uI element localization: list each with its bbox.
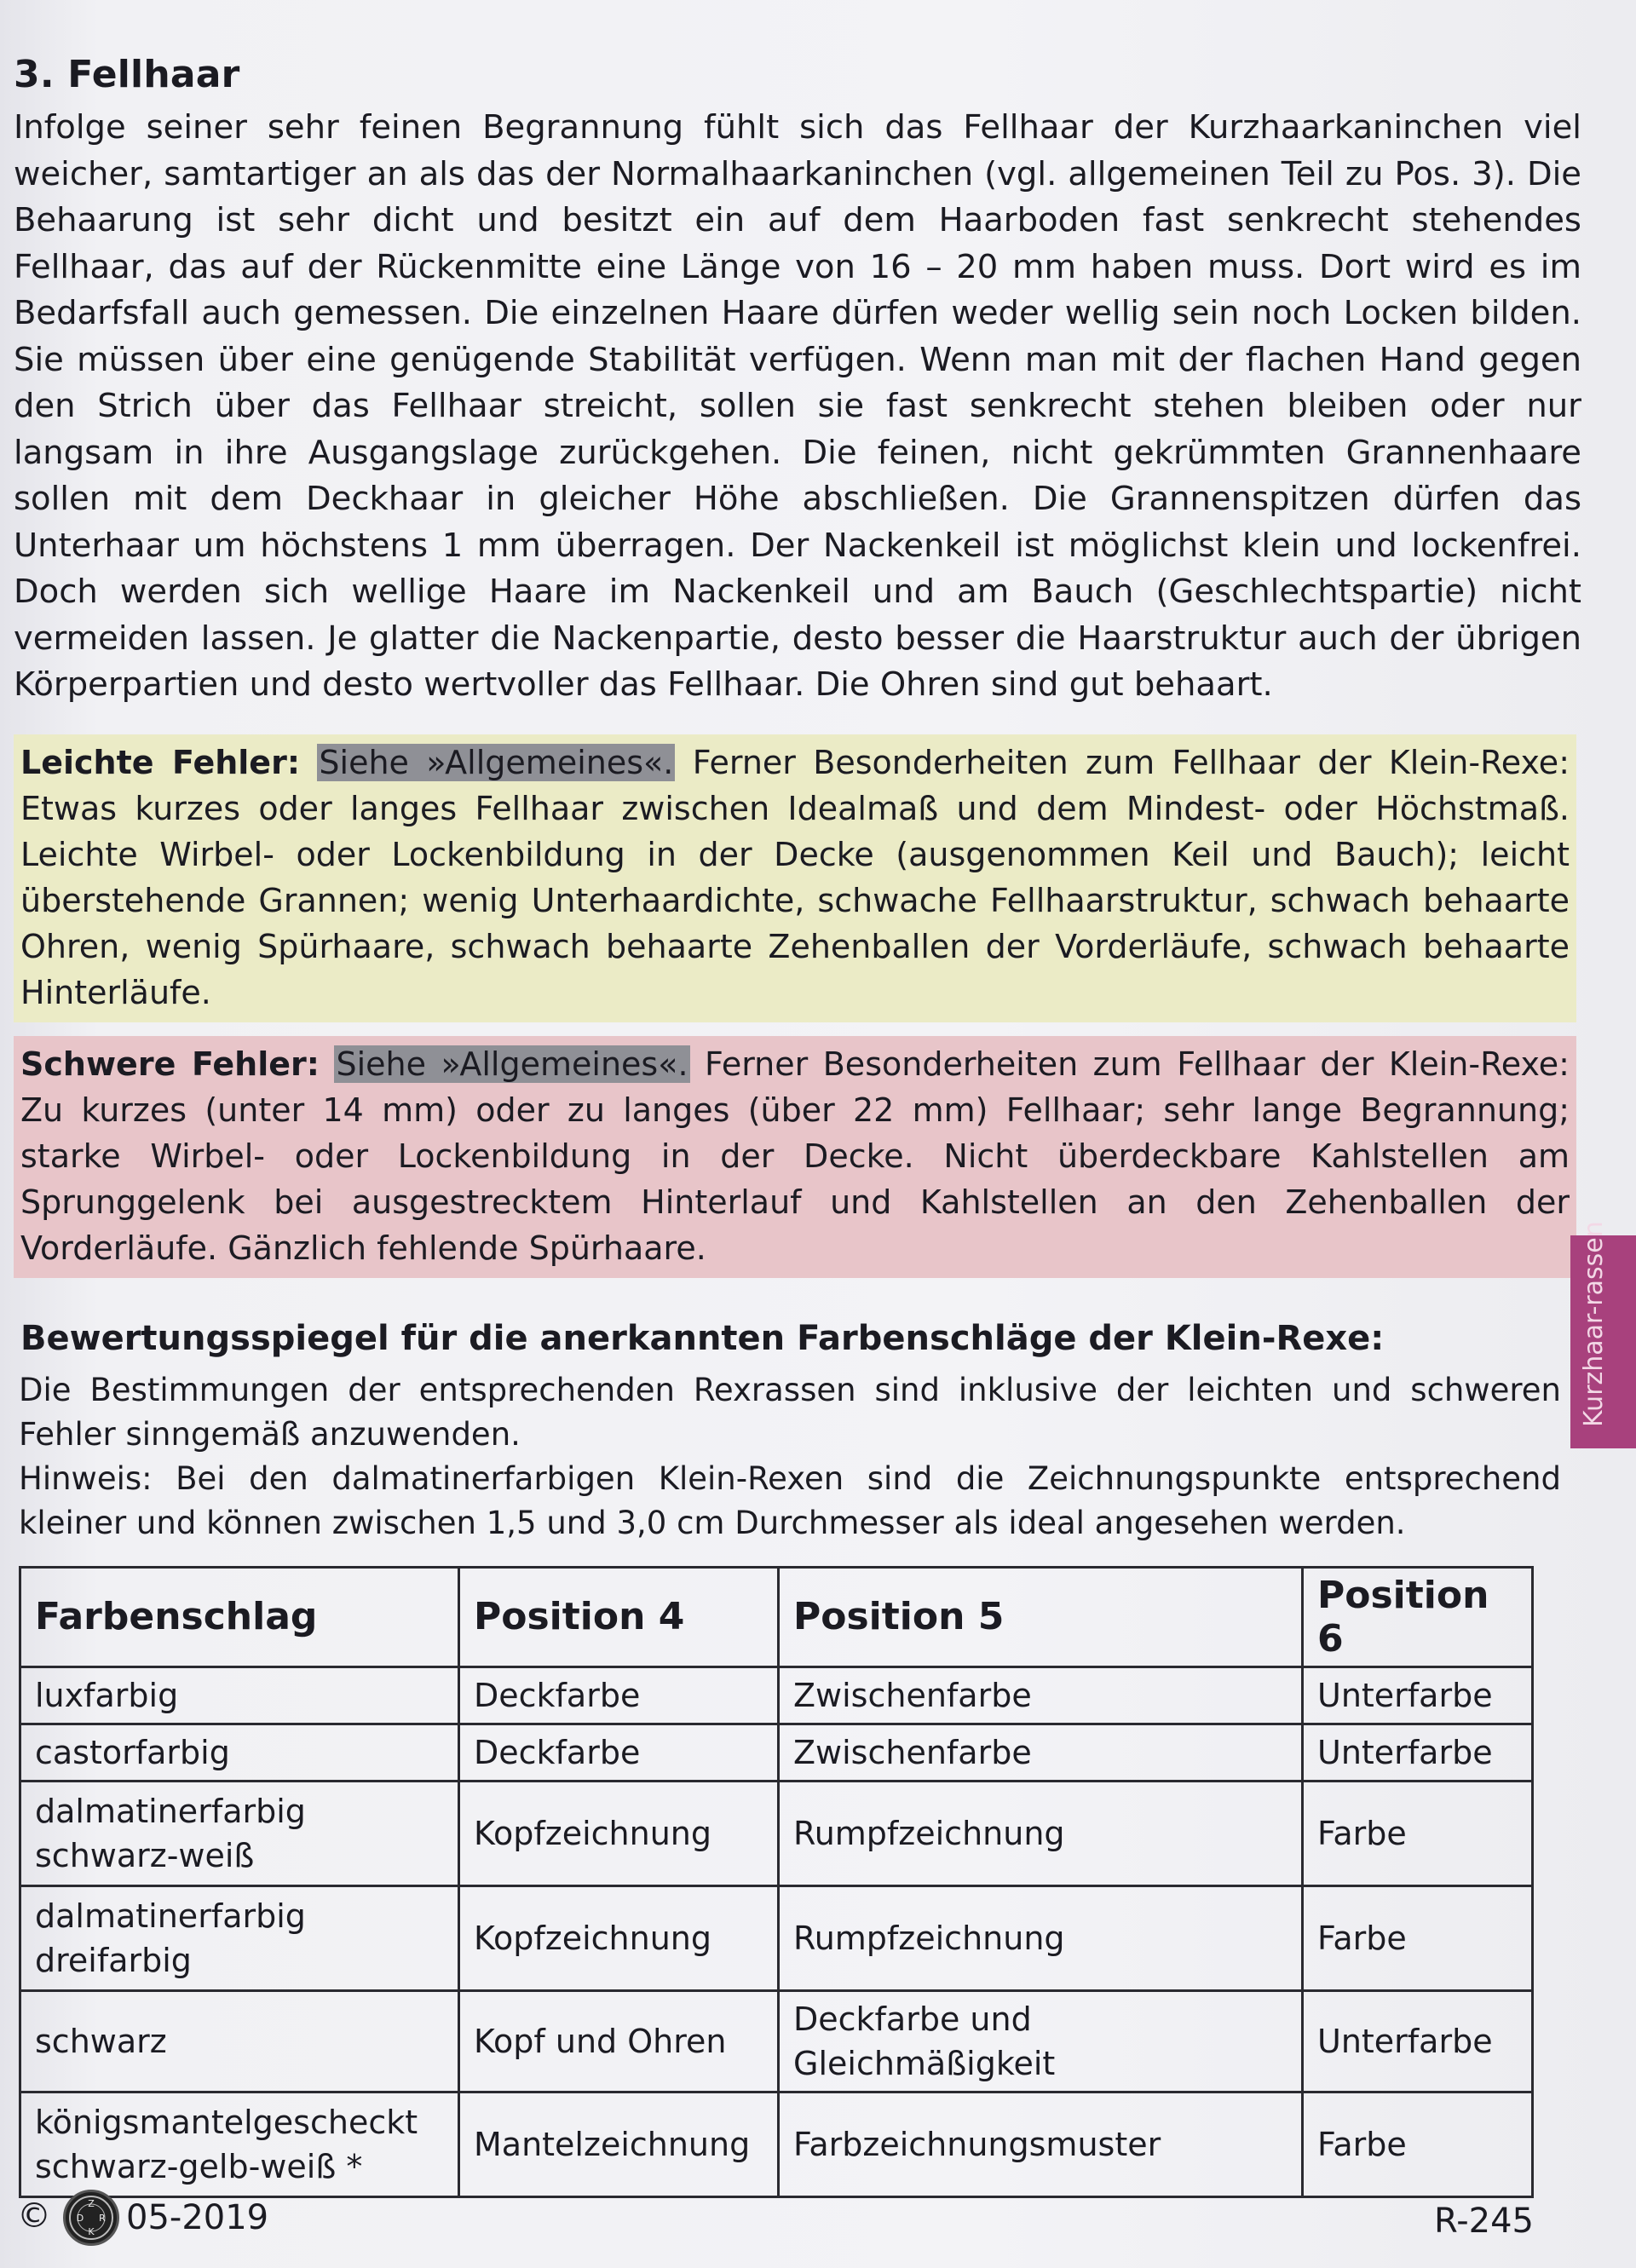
header-farbenschlag: Farbenschlag bbox=[20, 1567, 459, 1666]
table-cell: castorfarbig bbox=[20, 1724, 459, 1781]
table-row bbox=[20, 1724, 1533, 1781]
table-cell: Farbe bbox=[1303, 2092, 1533, 2196]
seal-letter-d: D bbox=[76, 2213, 84, 2224]
heavy-faults-box bbox=[14, 1036, 1576, 1278]
seal-letter-r: R bbox=[99, 2213, 106, 2224]
section-title: 3. Fellhaar bbox=[14, 53, 240, 96]
header-position-6: Position 6 bbox=[1303, 1567, 1533, 1666]
heavy-faults-label: Schwere Fehler: bbox=[20, 1045, 320, 1083]
table-cell: Rumpfzeichnung bbox=[779, 1781, 1303, 1885]
heavy-faults-text: Ferner Besonderheiten zum Fellhaar der Klein-Rexe: Zu kurzes (unter 14 mm) oder zu langes (über 22 mm) Fellhaar; sehr lange Begrannung; starke Wirbel- oder Lockenbildung in der Decke. Nicht überdeckbare Kahlstellen am Sprunggelenk bei ausgestrecktem Hinterlauf und Kahlstellen an den Zehenballen der Vorderläufe. Gänzlich fehlende Spürhaare. bbox=[20, 1045, 1570, 1267]
table-cell: Deckfarbe bbox=[459, 1724, 779, 1781]
table-cell: Kopfzeichnung bbox=[459, 1885, 779, 1990]
table-cell: dalmatinerfarbig schwarz-weiß bbox=[20, 1781, 459, 1885]
copyright-symbol: © bbox=[17, 2196, 51, 2236]
light-faults-label: Leichte Fehler: bbox=[20, 743, 301, 781]
page-number: R-245 bbox=[1434, 2202, 1534, 2241]
evaluation-intro: Die Bestimmungen der entsprechenden Rexrassen sind inklusive der leichten und schweren Fehler sinngemäß anzuwenden. bbox=[19, 1371, 1561, 1453]
light-faults-text: Ferner Besonderheiten zum Fellhaar der Klein-Rexe: Etwas kurzes oder langes Fellhaar zwischen Idealmaß und dem Mindest- oder Höchstmaß. Leichte Wirbel- oder Lockenbildung in der Decke (ausgenommen Keil und Bauch); leicht überstehende Grannen; wenig Unterhaardichte, schwache Fellhaarstruktur, schwach behaarte Ohren, wenig Spürhaare, schwach behaarte Zehenballen der Vorderläufe, schwach behaarte Hinterläufe. bbox=[20, 743, 1570, 1011]
table-cell: Unterfarbe bbox=[1303, 1724, 1533, 1781]
table-cell: Unterfarbe bbox=[1303, 1666, 1533, 1724]
table-cell: Farbzeichnungsmuster bbox=[779, 2092, 1303, 2196]
page-content bbox=[14, 53, 1581, 2198]
table-cell: Mantelzeichnung bbox=[459, 2092, 779, 2196]
page-footer bbox=[17, 2190, 1534, 2249]
table-cell: Zwischenfarbe bbox=[779, 1724, 1303, 1781]
header-position-4: Position 4 bbox=[459, 1567, 779, 1666]
evaluation-title: Bewertungsspiegel für die anerkannten Farbenschläge der Klein-Rexe: bbox=[20, 1318, 1385, 1358]
table-cell: königsmantelgescheckt schwarz-gelb-weiß * bbox=[20, 2092, 459, 2196]
light-faults-reference: Siehe »Allgemeines«. bbox=[319, 743, 674, 781]
seal-letter-k: K bbox=[88, 2226, 95, 2237]
table-cell: Unterfarbe bbox=[1303, 1990, 1533, 2092]
zdrk-seal-icon bbox=[63, 2190, 119, 2246]
seal-letter-z: Z bbox=[88, 2198, 95, 2209]
edition-date: 05-2019 bbox=[126, 2198, 269, 2237]
table-cell: Kopfzeichnung bbox=[459, 1781, 779, 1885]
table-header-row bbox=[20, 1567, 1533, 1666]
table-row bbox=[20, 1666, 1533, 1724]
section-body: Infolge seiner sehr feinen Begrannung fühlt sich das Fellhaar der Kurzhaarkaninchen viel weicher, samtartiger an als das der Normalhaarkaninchen (vgl. allgemeinen Teil zu Pos. 3). Die Behaarung ist sehr dicht und besitzt ein auf dem Haarboden fast senkrecht stehendes Fellhaar, das auf der Rückenmitte eine Länge von 16 – 20 mm haben muss. Dort wird es im Bedarfsfall auch gemessen. Die einzelnen Haare dürfen weder wellig sein noch Locken bilden. Sie müssen über eine genügende Stabilität verfügen. Wenn man mit der flachen Hand gegen den Strich über das Fellhaar streicht, sollen sie fast senkrecht stehen bleiben oder nur langsam in ihre Ausgangslage zurückgehen. Die feinen, nicht gekrümmten Grannenhaare sollen mit dem Deckhaar in gleicher Höhe abschließen. Die Grannenspitzen dürfen das Unterhaar um höchstens 1 mm überragen. Der Nackenkeil ist möglichst klein und lockenfrei. Doch werden sich wellige Haare im Nackenkeil und am Bauch (Geschlechtspartie) nicht vermeiden lassen. Je glatter die Nackenpartie, desto besser die Haarstruktur auch der übrigen Körperpartien und desto wertvoller das Fellhaar. Die Ohren sind gut behaart. bbox=[14, 108, 1581, 704]
header-position-5: Position 5 bbox=[779, 1567, 1303, 1666]
table-row bbox=[20, 1990, 1533, 2092]
section-side-tab bbox=[1570, 1221, 1636, 1448]
table-cell: Rumpfzeichnung bbox=[779, 1885, 1303, 1990]
table-cell: schwarz bbox=[20, 1990, 459, 2092]
heavy-faults-reference: Siehe »Allgemeines«. bbox=[336, 1045, 688, 1083]
light-faults-box bbox=[14, 734, 1576, 1022]
table-cell: Deckfarbe und Gleichmäßigkeit bbox=[779, 1990, 1303, 2092]
table-row bbox=[20, 1781, 1533, 1885]
table-cell: Zwischenfarbe bbox=[779, 1666, 1303, 1724]
color-rating-table bbox=[19, 1566, 1534, 2198]
table-cell: luxfarbig bbox=[20, 1666, 459, 1724]
table-cell: Farbe bbox=[1303, 1885, 1533, 1990]
table-cell: Deckfarbe bbox=[459, 1666, 779, 1724]
side-tab-label: Kurzhaar-rassen bbox=[1579, 1221, 1609, 1427]
table-row bbox=[20, 2092, 1533, 2196]
table-row bbox=[20, 1885, 1533, 1990]
evaluation-hint: Hinweis: Bei den dalmatinerfarbigen Klein-Rexen sind die Zeichnungspunkte entsprechend kleiner und können zwischen 1,5 und 3,0 cm Durchmesser als ideal angesehen werden. bbox=[19, 1459, 1561, 1541]
table-cell: Farbe bbox=[1303, 1781, 1533, 1885]
table-cell: Kopf und Ohren bbox=[459, 1990, 779, 2092]
table-cell: dalmatinerfarbig dreifarbig bbox=[20, 1885, 459, 1990]
